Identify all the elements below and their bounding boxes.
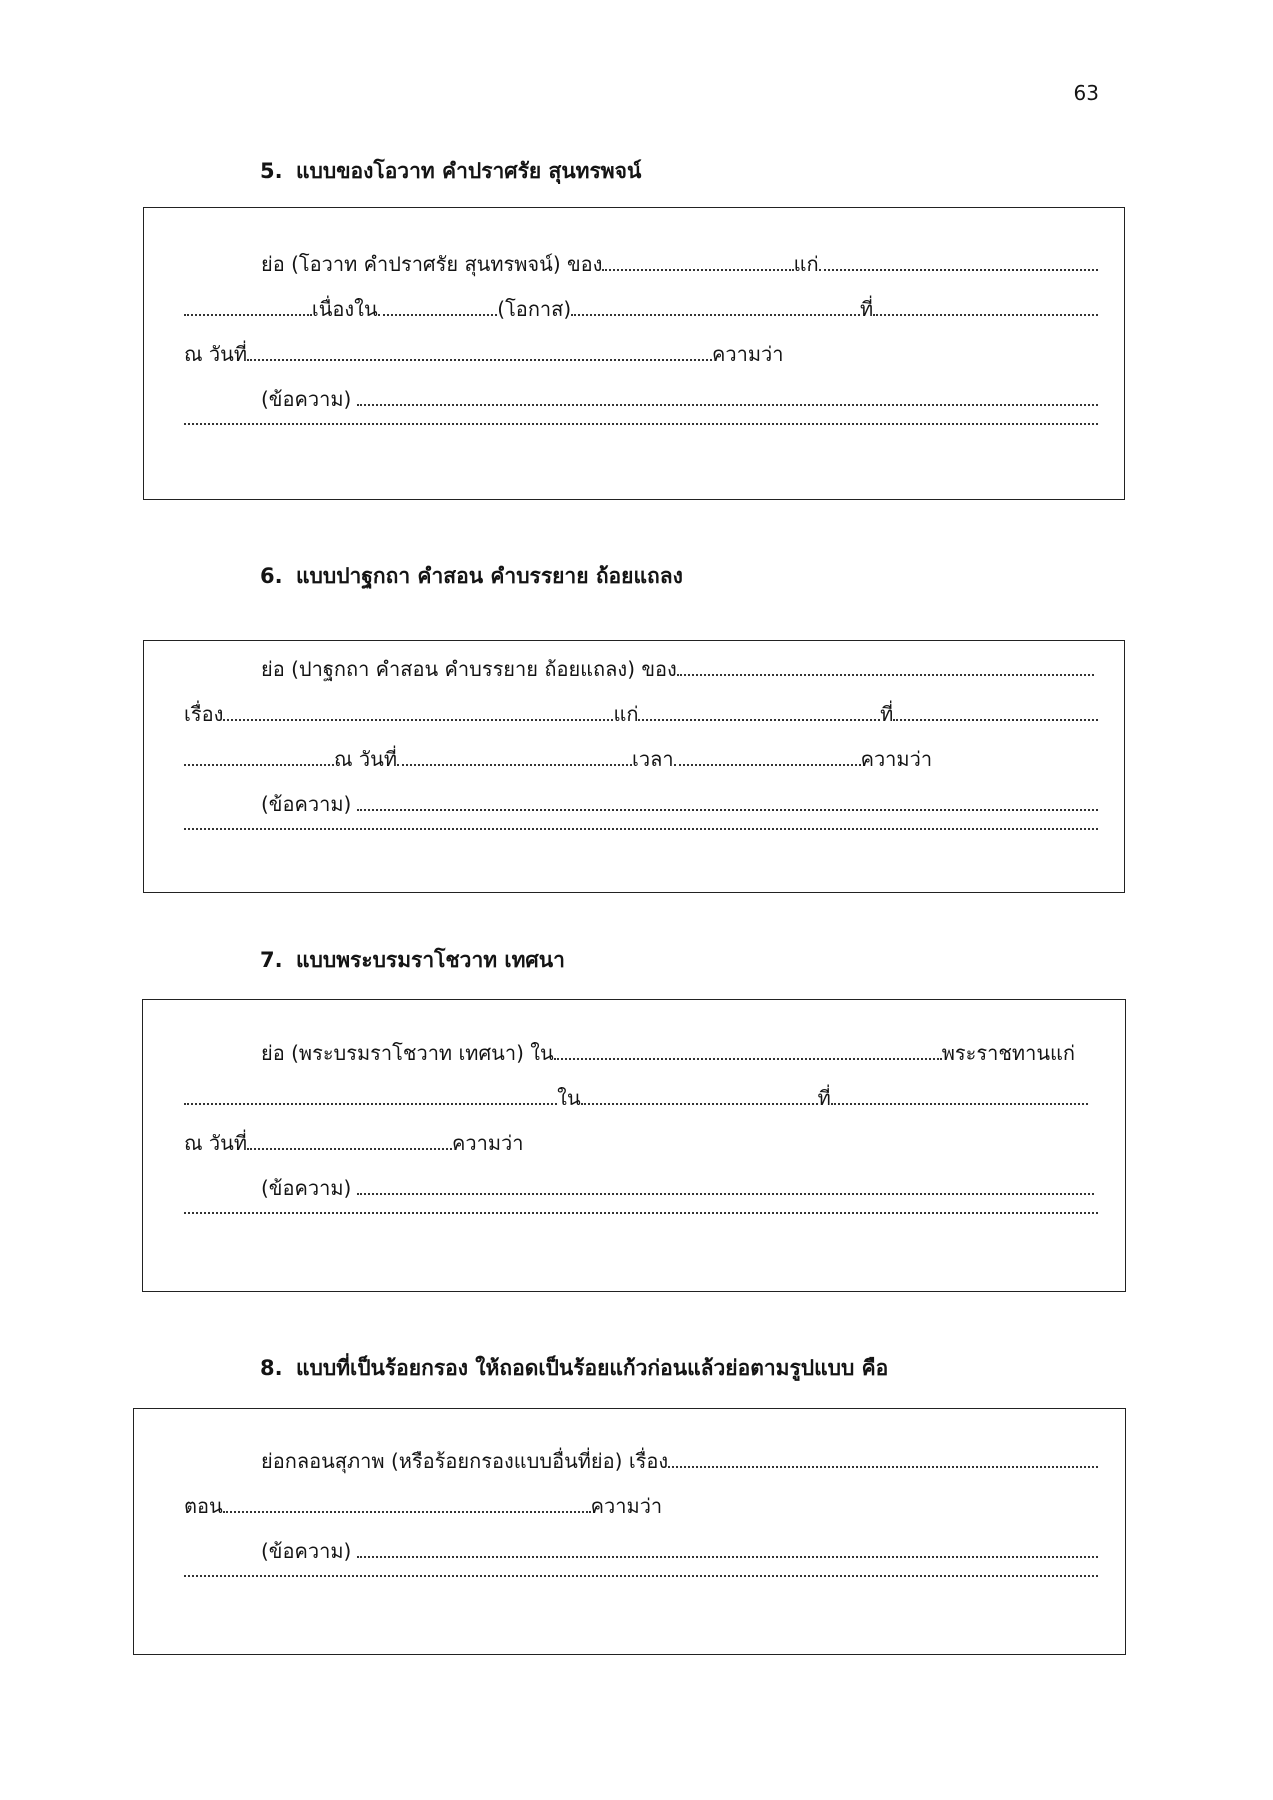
says-label: ความว่า	[860, 747, 933, 771]
message-label: (ข้อความ)	[261, 1176, 352, 1200]
blank-leader	[668, 1465, 1098, 1468]
form-line	[184, 1574, 1098, 1619]
form-line	[184, 1529, 1098, 1574]
blank-leader	[397, 763, 632, 766]
message-label: (ข้อความ)	[261, 792, 352, 816]
at-label: ที่	[817, 1086, 831, 1110]
episode-label: ตอน	[184, 1494, 223, 1518]
blank-leader	[223, 718, 613, 721]
blank-leader	[554, 1057, 942, 1060]
intro-label: ย่อกลอนสุภาพ (หรือร้อยกรองแบบอื่นที่ย่อ) เรื่อง	[261, 1449, 669, 1473]
blank-leader	[184, 313, 312, 316]
says-label: ความว่า	[712, 342, 784, 366]
section-heading-7	[260, 946, 565, 974]
form-line	[184, 827, 1098, 872]
form-line	[184, 647, 1098, 692]
blank-leader	[184, 827, 1098, 830]
says-label: ความว่า	[590, 1494, 663, 1518]
section-number: 5.	[260, 159, 283, 183]
blank-leader	[223, 1510, 591, 1513]
section-heading-6	[260, 562, 683, 590]
intro-label: ย่อ (โอวาท คำปราศรัย สุนทรพจน์) ของ	[261, 252, 603, 276]
intro-label: ย่อ (พระบรมราโชวาท เทศนา) ใน	[261, 1041, 554, 1065]
blank-leader	[638, 718, 880, 721]
form-line	[184, 1484, 1098, 1529]
blank-leader	[247, 1147, 452, 1150]
form-line	[184, 1211, 1098, 1256]
blank-leader	[184, 1102, 557, 1105]
blank-leader	[378, 313, 498, 316]
page-number: 63	[1073, 81, 1099, 105]
blank-leader	[184, 1211, 1098, 1214]
blank-leader	[247, 358, 712, 361]
intro-label: ย่อ (ปาฐกถา คำสอน คำบรรยาย ถ้อยแถลง) ของ	[261, 657, 677, 681]
date-label: ณ วันที่	[184, 342, 247, 366]
to-label: แก่	[613, 702, 639, 726]
section-number: 7.	[260, 948, 283, 972]
section-number: 8.	[260, 1356, 283, 1380]
in-label: ใน	[557, 1086, 581, 1110]
occasion-label: (โอกาส)	[497, 297, 572, 321]
at-label: ที่	[880, 702, 894, 726]
says-label: ความว่า	[452, 1131, 524, 1155]
granted-to-label: พระราชทานแก่	[941, 1041, 1075, 1065]
blank-leader	[357, 808, 1098, 811]
blank-leader	[893, 718, 1098, 721]
message-label: (ข้อความ)	[261, 1539, 352, 1563]
blank-leader	[581, 1102, 818, 1105]
form-template-poetry	[133, 1408, 1126, 1655]
form-template-speech	[143, 207, 1125, 500]
topic-label: เรื่อง	[184, 702, 224, 726]
section-title: แบบที่เป็นร้อยกรอง ให้ถอดเป็นร้อยแก้วก่อนแล้วย่อตามรูปแบบ คือ	[296, 1356, 889, 1380]
form-template-lecture	[143, 640, 1125, 893]
form-line	[184, 242, 1098, 287]
section-title: แบบปาฐกถา คำสอน คำบรรยาย ถ้อยแถลง	[296, 564, 683, 588]
form-line	[184, 422, 1098, 467]
time-label: เวลา	[632, 747, 674, 771]
date-label: ณ วันที่	[334, 747, 397, 771]
date-label: ณ วันที่	[184, 1131, 247, 1155]
form-line	[184, 1166, 1098, 1211]
blank-leader	[571, 313, 860, 316]
blank-leader	[357, 403, 1098, 406]
blank-leader	[831, 1102, 1088, 1105]
blank-leader	[602, 268, 793, 271]
blank-leader	[873, 313, 1098, 316]
blank-leader	[357, 1555, 1098, 1558]
form-template-royal-speech	[142, 999, 1126, 1292]
blank-leader	[184, 763, 334, 766]
blank-leader	[184, 422, 1098, 425]
form-line	[184, 1439, 1098, 1484]
form-line	[184, 287, 1098, 332]
form-line	[184, 1031, 1098, 1076]
form-line	[184, 377, 1098, 422]
on-occasion-label: เนื่องใน	[311, 297, 378, 321]
message-label: (ข้อความ)	[261, 387, 352, 411]
blank-leader	[677, 673, 1094, 676]
form-line	[184, 782, 1098, 827]
section-heading-8	[260, 1354, 888, 1382]
blank-leader	[819, 268, 1098, 271]
section-number: 6.	[260, 564, 283, 588]
form-line	[184, 692, 1098, 737]
blank-leader	[357, 1192, 1094, 1195]
form-line	[184, 1076, 1098, 1121]
to-label: แก่	[793, 252, 819, 276]
section-title: แบบของโอวาท คำปราศรัย สุนทรพจน์	[296, 159, 642, 183]
form-line	[184, 332, 1098, 377]
section-title: แบบพระบรมราโชวาท เทศนา	[296, 948, 565, 972]
section-heading-5	[260, 157, 641, 185]
form-line	[184, 737, 1098, 782]
form-line	[184, 1121, 1098, 1166]
blank-leader	[674, 763, 861, 766]
blank-leader	[184, 1574, 1098, 1577]
at-label: ที่	[859, 297, 874, 321]
